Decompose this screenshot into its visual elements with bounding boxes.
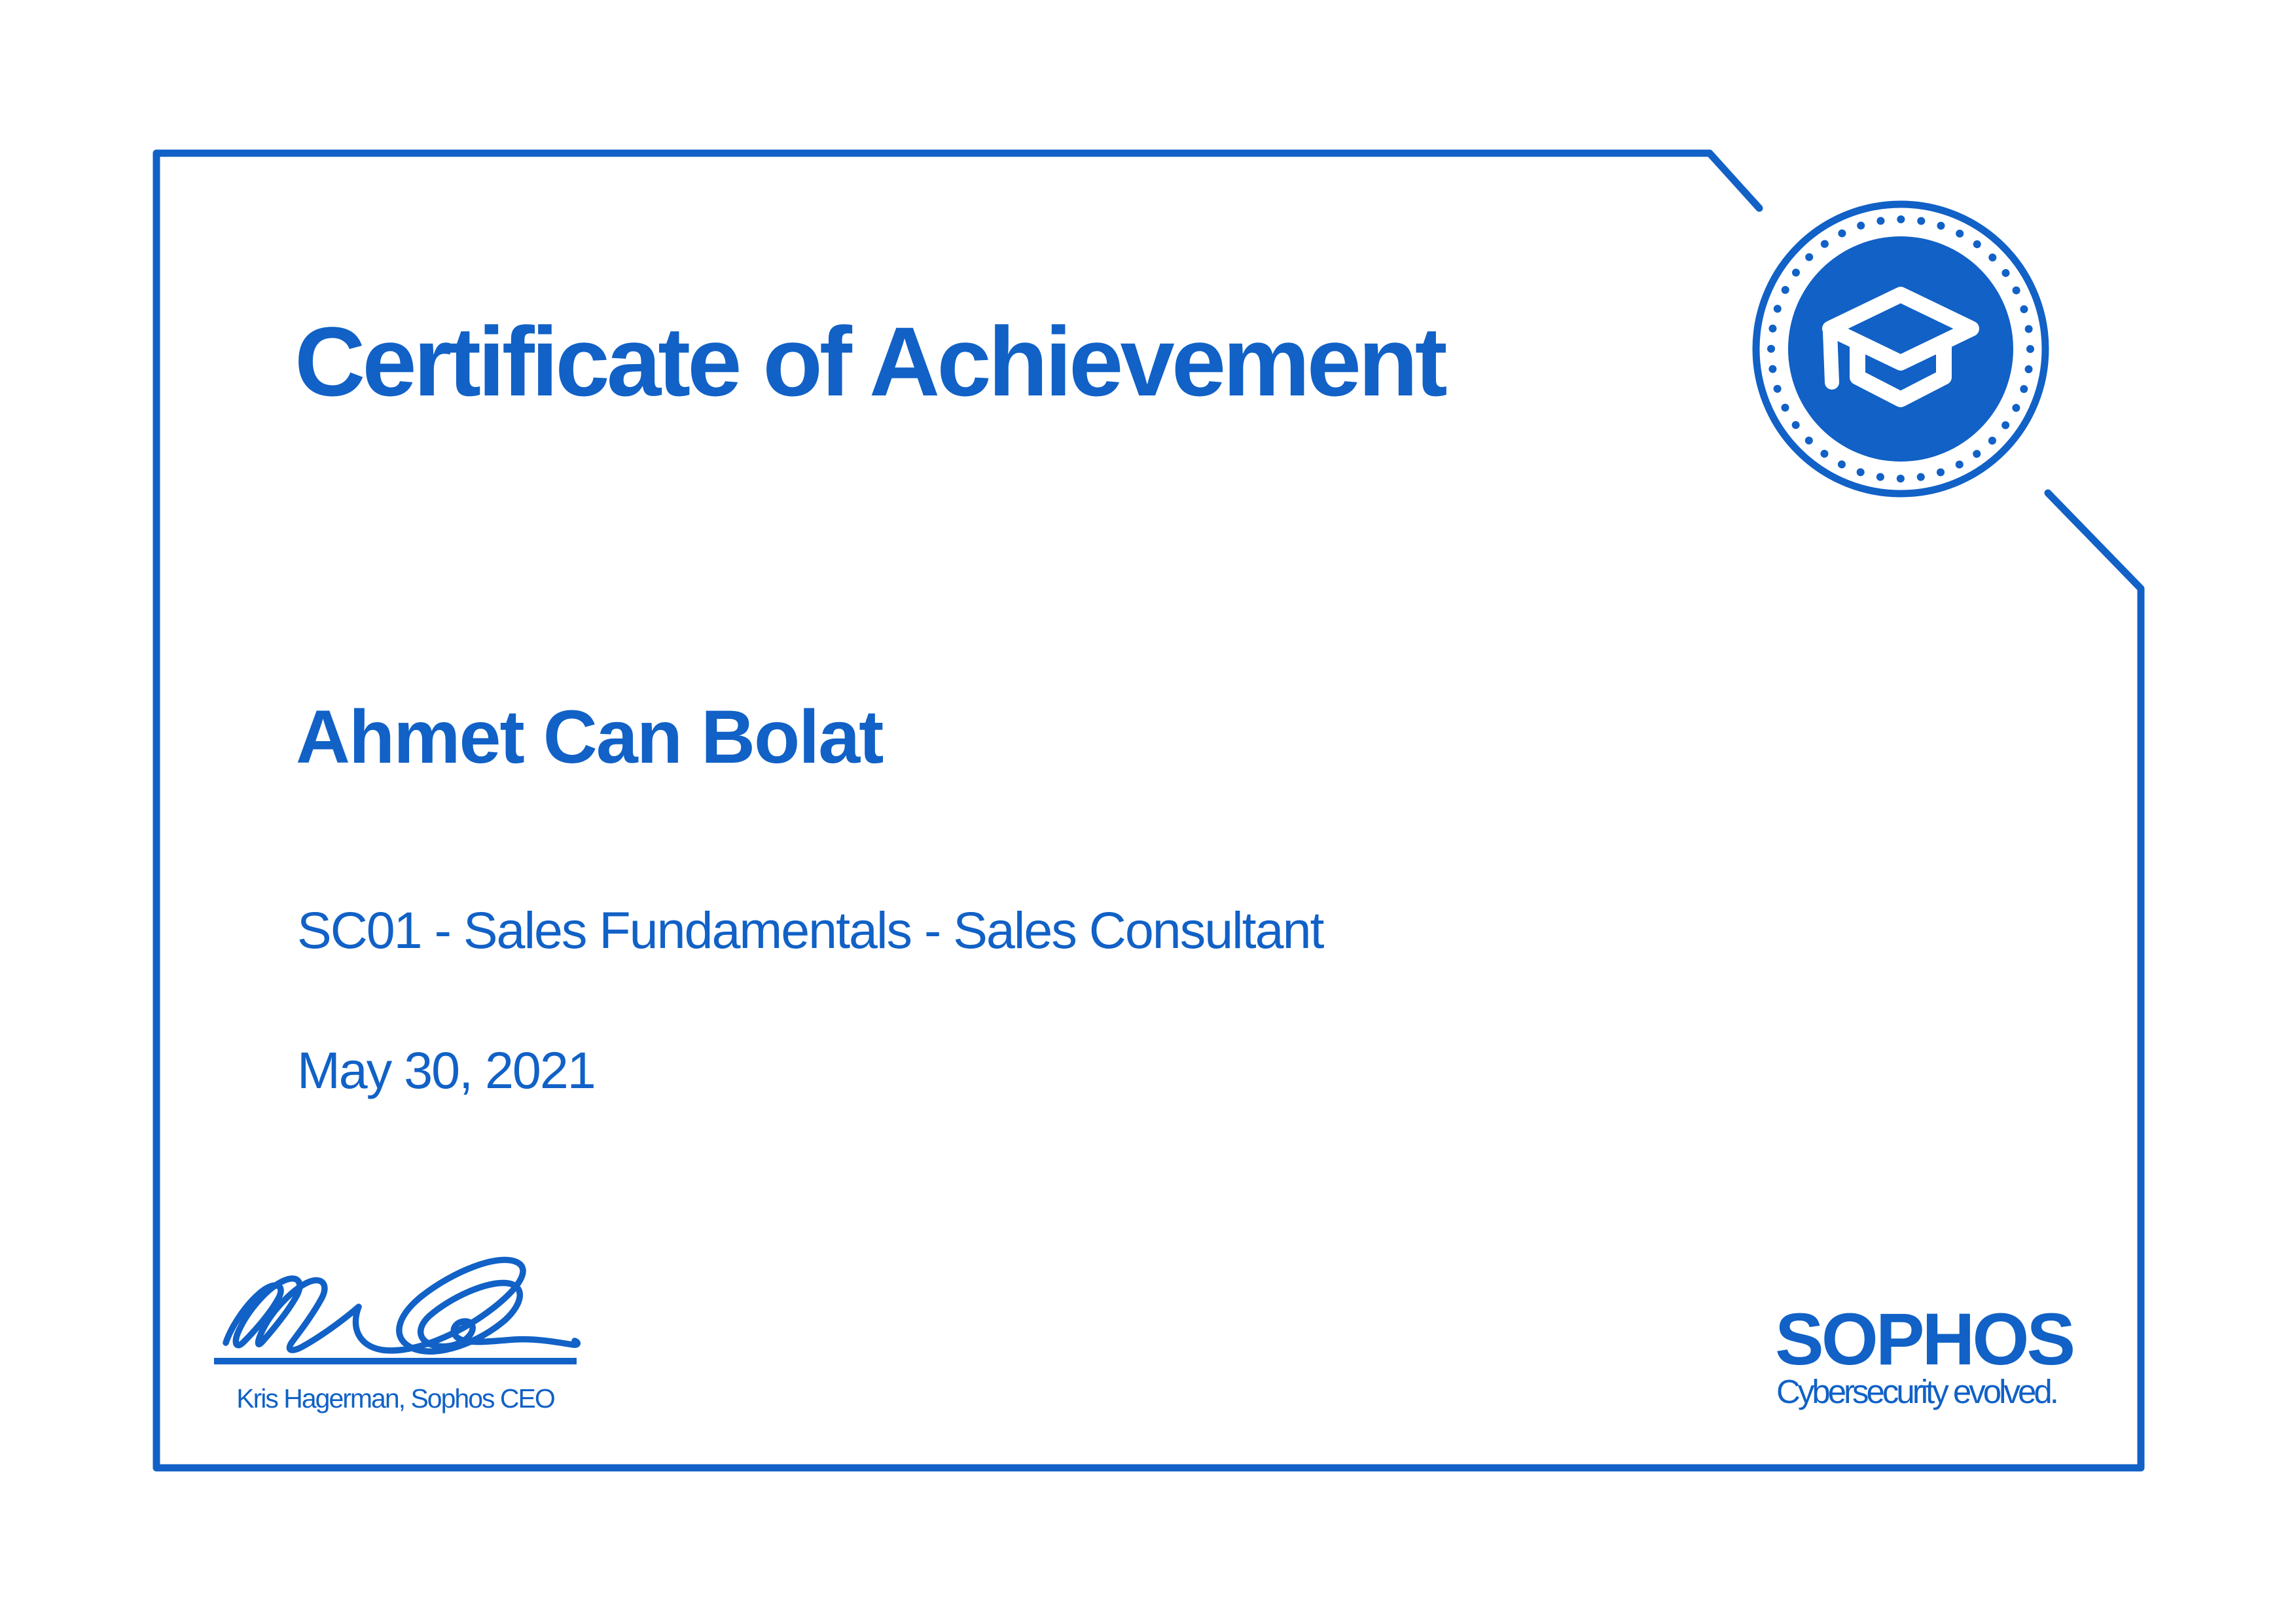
recipient-name: Ahmet Can Bolat [296, 695, 883, 779]
issue-date: May 30, 2021 [297, 1041, 595, 1099]
signer-name: Kris Hagerman, Sophos CEO [236, 1383, 554, 1413]
badge-seal [1756, 204, 2045, 494]
course-name: SC01 - Sales Fundamentals - Sales Consultant [297, 901, 1323, 959]
sophos-logo: SOPHOS [1775, 1298, 2073, 1380]
logo-tagline: Cybersecurity evolved. [1776, 1373, 2056, 1410]
badge-inner-circle [1788, 236, 2013, 462]
certificate-title: Certificate of Achievement [295, 306, 1444, 416]
signature-scribble [226, 1260, 577, 1351]
